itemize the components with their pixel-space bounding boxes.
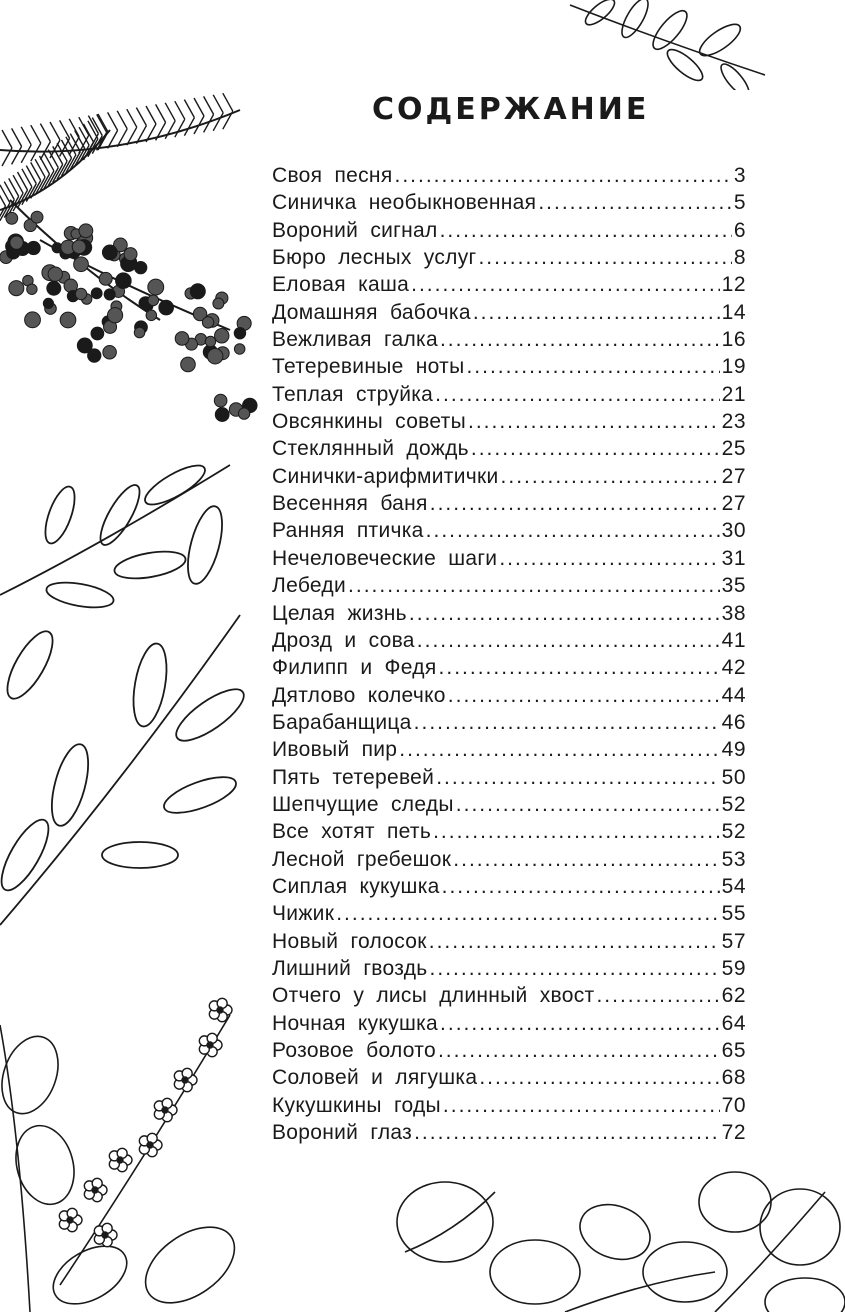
toc-entry-title: Кукушкины годы bbox=[272, 1093, 441, 1117]
toc-entry-page: 38 bbox=[721, 601, 746, 625]
dot-leader bbox=[478, 244, 731, 271]
toc-entry bbox=[272, 1092, 746, 1119]
toc-entry bbox=[272, 764, 746, 791]
toc-entry-page: 31 bbox=[721, 546, 746, 570]
toc-entry-title: Овсянкины советы bbox=[272, 410, 466, 434]
toc-entry-page: 72 bbox=[721, 1121, 746, 1145]
mimosa-branch-icon bbox=[0, 40, 260, 470]
dot-leader bbox=[466, 353, 719, 380]
toc-entry-title: Своя песня bbox=[272, 164, 393, 187]
dot-leader bbox=[501, 463, 720, 490]
toc-entry-title: Домашняя бабочка bbox=[272, 300, 471, 324]
toc-entry bbox=[272, 682, 746, 709]
toc-entry-title: Вороний сигнал bbox=[272, 218, 438, 242]
toc-entry-page: 16 bbox=[721, 328, 746, 352]
toc-entry-page: 52 bbox=[721, 820, 746, 844]
toc-entry-title: Чижик bbox=[272, 902, 335, 926]
toc-entry bbox=[272, 627, 746, 654]
toc-entry-title: Новый голосок bbox=[272, 929, 427, 953]
dot-leader bbox=[440, 326, 720, 353]
dot-leader bbox=[443, 1092, 720, 1119]
toc-entry bbox=[272, 709, 746, 736]
toc-entry bbox=[272, 736, 746, 763]
dot-leader bbox=[436, 764, 719, 791]
toc-entry-page: 70 bbox=[721, 1093, 746, 1117]
toc-entry bbox=[272, 408, 746, 435]
flowering-sprig-icon bbox=[0, 985, 260, 1315]
toc-entry bbox=[272, 353, 746, 380]
toc-entry-page: 50 bbox=[721, 765, 746, 789]
toc-entry-page: 21 bbox=[721, 382, 746, 406]
toc-entry-title: Шепчущие следы bbox=[272, 792, 454, 816]
toc-entry-title: Все хотят петь bbox=[272, 820, 432, 844]
toc-entry-title: Вежливая галка bbox=[272, 328, 438, 352]
toc-entry-title: Ивовый пир bbox=[272, 738, 398, 762]
dot-leader bbox=[435, 381, 719, 408]
toc-entry-page: 27 bbox=[721, 464, 746, 488]
dot-leader bbox=[439, 654, 720, 681]
dot-leader bbox=[417, 627, 720, 654]
table-of-contents bbox=[272, 162, 746, 1146]
toc-entry-title: Ночная кукушка bbox=[272, 1011, 439, 1035]
round-leaf-branch-icon bbox=[385, 1162, 845, 1312]
toc-entry-page: 49 bbox=[721, 738, 746, 762]
toc-entry bbox=[272, 1010, 746, 1037]
toc-entry bbox=[272, 1064, 746, 1091]
toc-entry-page: 64 bbox=[721, 1011, 746, 1035]
page-title: СОДЕРЖАНИЕ bbox=[372, 92, 650, 127]
toc-entry-page: 35 bbox=[721, 574, 746, 598]
toc-entry-page: 65 bbox=[721, 1039, 746, 1062]
dot-leader bbox=[414, 1119, 720, 1146]
fern-branch-icon bbox=[0, 455, 260, 975]
toc-entry-page: 54 bbox=[721, 874, 746, 898]
toc-entry-title: Пять тетеревей bbox=[272, 765, 435, 789]
dot-leader bbox=[409, 600, 720, 627]
toc-entry bbox=[272, 162, 746, 189]
toc-entry-title: Соловей и лягушка bbox=[272, 1066, 478, 1090]
toc-entry bbox=[272, 654, 746, 681]
dot-leader bbox=[440, 217, 732, 244]
toc-entry-page: 27 bbox=[721, 492, 746, 516]
toc-entry-title: Дятлово колечко bbox=[272, 683, 446, 707]
dot-leader bbox=[479, 1064, 719, 1091]
toc-entry-title: Синички-арифмитички bbox=[272, 464, 499, 488]
toc-entry bbox=[272, 463, 746, 490]
toc-entry bbox=[272, 189, 746, 216]
toc-entry-page: 30 bbox=[721, 519, 746, 543]
toc-entry bbox=[272, 435, 746, 462]
toc-entry-page: 62 bbox=[721, 984, 746, 1008]
dot-leader bbox=[414, 709, 720, 736]
toc-entry-title: Вороний глаз bbox=[272, 1121, 413, 1145]
toc-entry-title: Филипп и Федя bbox=[272, 656, 437, 680]
dot-leader bbox=[448, 682, 720, 709]
toc-entry-title: Синичка необыкновенная bbox=[272, 191, 537, 215]
dot-leader bbox=[348, 572, 720, 599]
toc-entry-title: Дрозд и сова bbox=[272, 628, 415, 652]
toc-entry bbox=[272, 1119, 746, 1146]
toc-entry-page: 6 bbox=[733, 218, 746, 242]
toc-entry-title: Лишний гвоздь bbox=[272, 956, 428, 980]
dot-leader bbox=[473, 299, 720, 326]
dot-leader bbox=[411, 271, 720, 298]
toc-entry bbox=[272, 955, 746, 982]
toc-entry bbox=[272, 791, 746, 818]
toc-entry-title: Весенняя баня bbox=[272, 492, 428, 516]
dot-leader bbox=[596, 982, 719, 1009]
toc-entry-title: Нечеловеческие шаги bbox=[272, 546, 498, 570]
toc-entry bbox=[272, 900, 746, 927]
dot-leader bbox=[453, 846, 719, 873]
toc-entry-page: 19 bbox=[721, 355, 746, 379]
dot-leader bbox=[429, 928, 720, 955]
dot-leader bbox=[430, 490, 720, 517]
dot-leader bbox=[468, 408, 720, 435]
dot-leader bbox=[399, 736, 719, 763]
toc-entry-title: Сиплая кукушка bbox=[272, 874, 440, 898]
toc-entry-page: 41 bbox=[721, 628, 746, 652]
dot-leader bbox=[442, 873, 720, 900]
dot-leader bbox=[336, 900, 719, 927]
dot-leader bbox=[433, 818, 720, 845]
toc-entry-page: 59 bbox=[721, 956, 746, 980]
dot-leader bbox=[440, 1010, 720, 1037]
toc-entry-page: 52 bbox=[721, 792, 746, 816]
toc-entry bbox=[272, 1037, 746, 1064]
toc-entry bbox=[272, 326, 746, 353]
dot-leader bbox=[538, 189, 731, 216]
dot-leader bbox=[456, 791, 720, 818]
dot-leader bbox=[438, 1037, 720, 1064]
toc-entry bbox=[272, 928, 746, 955]
toc-entry bbox=[272, 873, 746, 900]
toc-entry bbox=[272, 517, 746, 544]
toc-entry-page: 53 bbox=[721, 847, 746, 871]
toc-entry-title: Розовое болото bbox=[272, 1039, 436, 1062]
toc-entry bbox=[272, 244, 746, 271]
toc-entry-page: 42 bbox=[721, 656, 746, 680]
toc-entry bbox=[272, 271, 746, 298]
dot-leader bbox=[430, 955, 720, 982]
dot-leader bbox=[499, 545, 719, 572]
toc-entry-page: 5 bbox=[733, 191, 746, 215]
toc-entry-page: 8 bbox=[733, 246, 746, 270]
toc-entry bbox=[272, 982, 746, 1009]
toc-entry bbox=[272, 381, 746, 408]
toc-entry bbox=[272, 846, 746, 873]
toc-entry-page: 3 bbox=[733, 164, 746, 187]
toc-entry-page: 23 bbox=[721, 410, 746, 434]
toc-entry bbox=[272, 299, 746, 326]
toc-entry bbox=[272, 490, 746, 517]
toc-entry-title: Ранняя птичка bbox=[272, 519, 424, 543]
dot-leader bbox=[426, 517, 720, 544]
dot-leader bbox=[471, 435, 720, 462]
toc-entry-page: 14 bbox=[721, 300, 746, 324]
toc-entry bbox=[272, 217, 746, 244]
toc-entry-title: Барабанщица bbox=[272, 710, 412, 734]
toc-entry-title: Лесной гребешок bbox=[272, 847, 452, 871]
toc-entry-title: Лебеди bbox=[272, 574, 347, 598]
dot-leader bbox=[395, 162, 732, 189]
toc-entry bbox=[272, 818, 746, 845]
toc-entry-page: 44 bbox=[721, 683, 746, 707]
toc-entry-title: Теплая струйка bbox=[272, 382, 434, 406]
toc-entry-title: Тетеревиные ноты bbox=[272, 355, 465, 379]
toc-entry-page: 12 bbox=[721, 273, 746, 297]
toc-entry-page: 68 bbox=[721, 1066, 746, 1090]
toc-entry-title: Целая жизнь bbox=[272, 601, 407, 625]
toc-entry bbox=[272, 545, 746, 572]
toc-entry-page: 25 bbox=[721, 437, 746, 461]
toc-entry bbox=[272, 600, 746, 627]
toc-entry bbox=[272, 572, 746, 599]
toc-entry-title: Отчего у лисы длинный хвост bbox=[272, 984, 595, 1008]
leafy-branch-icon bbox=[560, 0, 770, 90]
toc-entry-title: Еловая каша bbox=[272, 273, 410, 297]
toc-entry-title: Стеклянный дождь bbox=[272, 437, 469, 461]
toc-entry-page: 46 bbox=[721, 710, 746, 734]
toc-entry-page: 57 bbox=[721, 929, 746, 953]
toc-entry-title: Бюро лесных услуг bbox=[272, 246, 477, 270]
toc-entry-page: 55 bbox=[721, 902, 746, 926]
